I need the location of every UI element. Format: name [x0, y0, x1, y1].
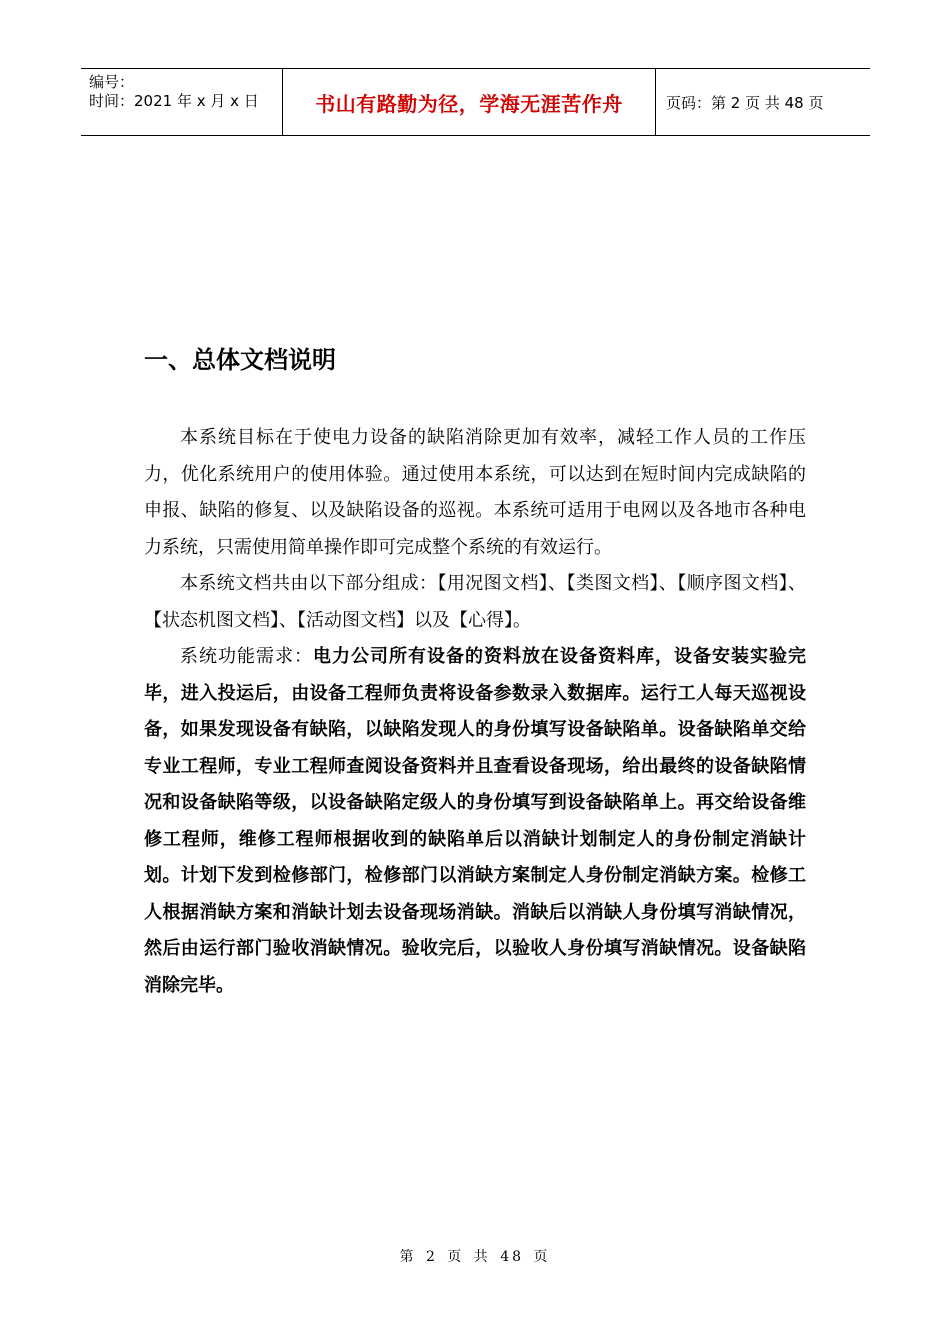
document-header	[81, 68, 870, 136]
paragraph-requirements	[144, 639, 806, 1004]
page-footer: 第 2 页 共 48 页	[399, 1249, 551, 1265]
document-time-label: 时间：2021 年 x 月 x 日	[89, 92, 259, 110]
paragraph-intro: 本系统目标在于使电力设备的缺陷消除更加有效率，减轻工作人员的工作压力，优化系统用户的使用体验。通过使用本系统，可以达到在短时间内完成缺陷的申报、缺陷的修复、以及缺陷设备的巡视。本系统可适用于电网以及各地市各种电力系统，只需使用简单操作即可完成整个系统的有效运行。	[144, 427, 806, 558]
header-motto: 书山有路勤为径，学海无涯苦作舟	[282, 69, 656, 135]
section-title: 一、总体文档说明	[144, 346, 336, 374]
document-body	[144, 420, 806, 1004]
document-number-label: 编号：	[89, 73, 135, 91]
paragraph-components: 本系统文档共由以下部分组成：【用况图文档】、【类图文档】、【顺序图文档】、【状态机图文档】、【活动图文档】以及【心得】。	[144, 573, 806, 631]
header-page-info: 页码：第 2 页 共 48 页	[666, 93, 824, 112]
header-meta	[81, 69, 282, 135]
requirements-body: 电力公司所有设备的资料放在设备资料库，设备安装实验完毕，进入投运后，由设备工程师负责将设备参数录入数据库。运行工人每天巡视设备，如果发现设备有缺陷，以缺陷发现人的身份填写设备缺陷单。设备缺陷单交给专业工程师，专业工程师查阅设备资料并且查看设备现场，给出最终的设备缺陷情况和设备缺陷等级，以设备缺陷定级人的身份填写到设备缺陷单上。再交给设备维修工程师，维修工程师根据收到的缺陷单后以消缺计划制定人的身份制定消缺计划。计划下发到检修部门，检修部门以消缺方案制定人身份制定消缺方案。检修工人根据消缺方案和消缺计划去设备现场消缺。消缺后以消缺人身份填写消缺情况，然后由运行部门验收消缺情况。验收完后，以验收人身份填写消缺情况。设备缺陷消除完毕。	[144, 646, 806, 996]
requirements-label: 系统功能需求：	[180, 646, 313, 667]
